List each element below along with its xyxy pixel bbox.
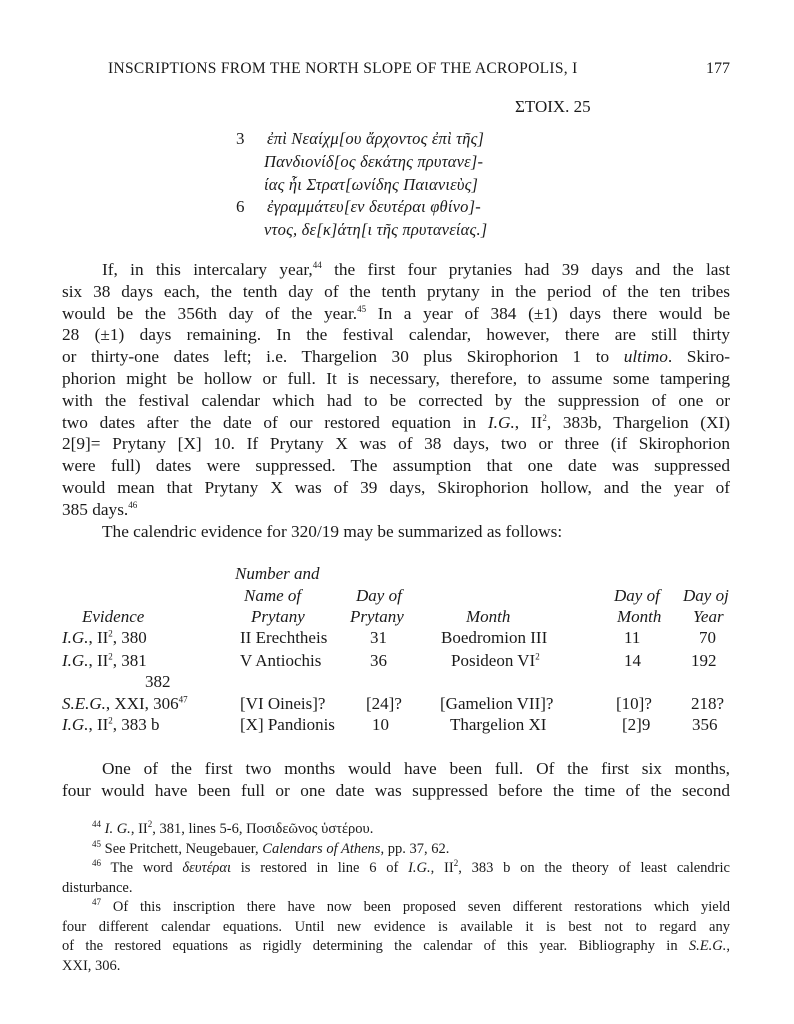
footnote-47-line2: four different calendar equations. Until new evidence is available it is best not to regard any: [62, 918, 730, 935]
table-cell-extra: 382: [145, 672, 171, 691]
table-cell-month: Boedromion III: [441, 628, 548, 647]
table-row: I.G., $II^2$, 380: [62, 628, 147, 647]
th-month: Month: [466, 607, 511, 626]
th-number-2: Name of: [244, 586, 302, 605]
running-title: INSCRIPTIONS FROM THE NORTH SLOPE OF THE ACROPOLIS, I: [108, 60, 578, 77]
th-evidence: Evidence: [82, 607, 145, 626]
table-cell-prytany: II Erechtheis: [240, 628, 328, 647]
footnote-46-cont: disturbance.: [62, 879, 133, 896]
th-day-month-2: Month: [617, 607, 662, 626]
footnote-47-line3: of the restored equations as rigidly determining the calendar of this year. Bibliography in S.E.G.,: [62, 938, 730, 954]
table-cell-day-year: 70: [699, 628, 716, 647]
table-cell-month: Thargelion XI: [450, 715, 547, 734]
body-paragraph-1: If, in this intercalary year,$^{44}$ the first four prytanies had 39 days and the last six 38 days each, the tenth day of the tenth prytany in the period of the ten tribes would be the 356th day of the year.$^{45}$ In a year of 384 (±1) days there would be 28 (±1) days remaining. In the festival calendar, however, there are still thirty or thirty-one dates left; i.e. Thargelion 30 plus Skirophorion 1 to ultimo. Skiro- phorion might be hollow or full. It is necessary, therefore, to assume some tampering with the festival calendar which had to be corrected by the suppression of one or two dates after the date of our restored equation in I.G., $II^2$, 383b, Thargelion (XI) 2[9]= Prytany [X] 10. If Prytany X was of 38 days, two or three (if Skirophorion were full) dates were suppressed. The assumption that one date was suppressed would mean that Prytany X was of 39 days, Skirophorion hollow, and the year of 385 days.$^{46}$: [62, 260, 731, 519]
page-number: 177: [706, 60, 730, 77]
table-row: S.E.G., XXI, $306^{47}$: [62, 694, 188, 713]
inscription-line-7: ντος, δε[κ]άτη[ι τῆς πρυτανείας.]: [264, 220, 488, 239]
table-row: I.G., $II^2$, 381: [62, 651, 147, 670]
footnotes: [62, 820, 730, 976]
table-cell-day-prytany: [24]?: [366, 694, 402, 713]
th-day-year-2: Year: [693, 607, 724, 626]
table-cell-prytany: [VI Oineis]?: [240, 694, 326, 713]
inscription-line-4: Πανδιονίδ[ος δεκάτης πρυτανε]-: [264, 152, 484, 171]
stoich-label: ΣΤΟΙΧ. 25: [515, 97, 591, 116]
footnote-45: $^{45}$ See Pritchett, Neugebauer, Calendars of Athens, pp. 37, 62.: [92, 838, 450, 857]
table-cell-day-month: 14: [624, 651, 641, 670]
table-cell-month: Posideon $VI^2$: [451, 651, 540, 670]
table-cell-prytany: [X] Pandionis: [240, 715, 335, 734]
table-cell-day-year: 356: [692, 715, 718, 734]
th-day-year-1: Day oj: [683, 586, 729, 605]
footnote-44: $^{44}$ I. G., $II^2$, 381, lines 5-6, Ποσιδεῶνος ὑστέρου.: [92, 819, 374, 837]
inscription-line-3: [236, 129, 484, 149]
footnote-47: $^{47}$ Of this inscription there have now been proposed seven different restorations which yield: [92, 897, 730, 915]
table-cell-day-month: 11: [624, 628, 641, 647]
th-day-month-1: Day of: [614, 586, 660, 605]
table-cell-month: [Gamelion VII]?: [440, 694, 554, 713]
table-cell-day-year: 218?: [691, 694, 725, 713]
table-cell-day-month: [2]9: [622, 715, 651, 734]
th-number-1: Number and: [235, 564, 320, 583]
inscription-text: ἐγραμμάτευ[εν δευτέραι φθίνο]-: [267, 197, 481, 216]
line-number: 3: [236, 129, 245, 148]
inscription-line-6: [236, 197, 481, 217]
table-cell-prytany: V Antiochis: [240, 651, 322, 670]
body-paragraph-2: The calendric evidence for 320/19 may be summarized as follows:: [102, 522, 563, 541]
table-row: I.G., $II^2$, 383 b: [62, 715, 160, 734]
footnote-47-line4: XXI, 306.: [62, 957, 121, 974]
table-cell-day-prytany: 36: [370, 651, 387, 670]
table-cell-day-month: [10]?: [616, 694, 652, 713]
th-day-prytany-2: Prytany: [350, 607, 404, 626]
footnote-46: $^{46}$ The word δευτέραι is restored in line 6 of I.G., $II^2$, 383 b on the theory of least calendric: [92, 858, 730, 876]
table-cell-day-prytany: 31: [370, 628, 387, 647]
body-paragraph-3: One of the first two months would have been full. Of the first six months, four would have been full or one date was suppressed before the time of the second: [62, 759, 730, 800]
th-number-3: Prytany: [251, 607, 305, 626]
table-cell-day-prytany: 10: [372, 715, 389, 734]
th-day-prytany-1: Day of: [356, 586, 402, 605]
table-cell-day-year: 192: [691, 651, 717, 670]
line-number: 6: [236, 197, 245, 216]
inscription-line-5: ίας ἧι Στρατ[ωνίδης Παιανιεὺς]: [264, 175, 479, 194]
inscription-text: ἐπὶ Νεαίχμ[ου ἄρχοντος ἐπὶ τῆς]: [267, 129, 485, 148]
